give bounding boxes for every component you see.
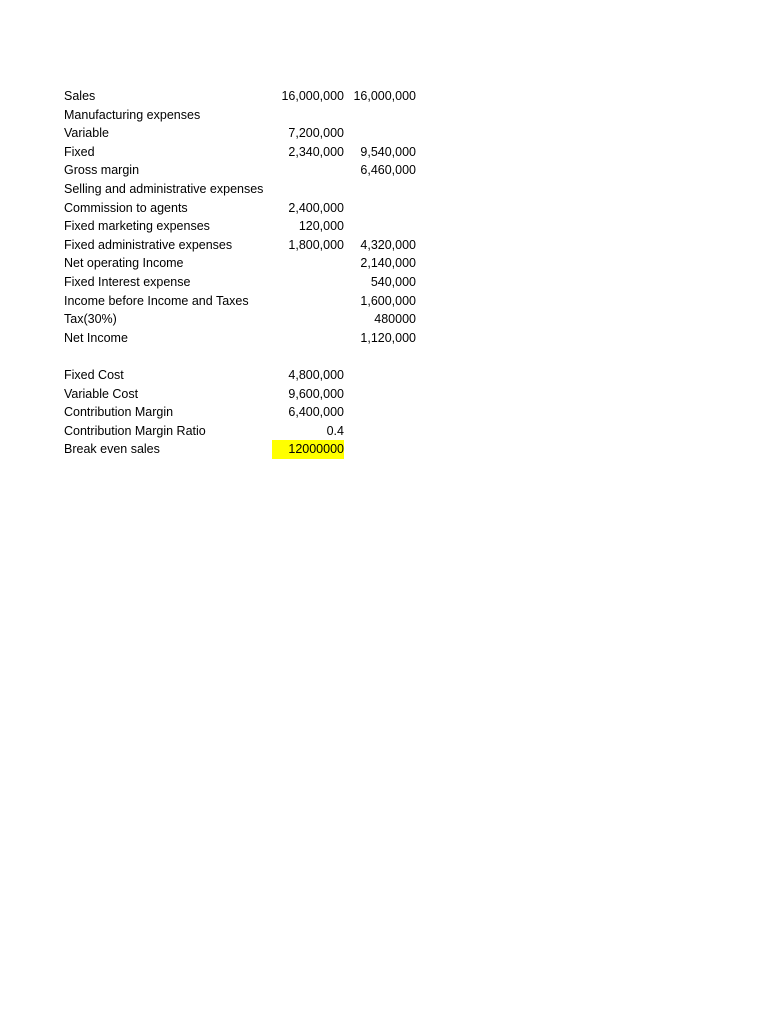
cell-total: 2,140,000 — [360, 256, 416, 271]
cell-value — [272, 106, 344, 125]
row-net-operating-income — [64, 254, 416, 273]
cell-value: 6,400,000 — [288, 405, 344, 420]
cell-value: 120,000 — [298, 219, 344, 234]
row-net-income — [64, 329, 416, 348]
cell-total: 9,540,000 — [360, 144, 416, 159]
row-gross-margin — [64, 161, 416, 180]
row-income-before-taxes — [64, 292, 416, 311]
highlighted-cell[interactable]: 12000000 — [272, 440, 344, 459]
cell-total — [344, 106, 416, 125]
cell-total — [344, 180, 416, 199]
row-label: Contribution Margin — [64, 405, 174, 420]
row-fixed — [64, 143, 416, 162]
blank-row — [64, 347, 416, 366]
cell-value: 0.4 — [326, 423, 344, 438]
cell-total — [344, 217, 416, 236]
cell-total: 16,000,000 — [353, 89, 416, 103]
cell-value: 16,000,000 — [281, 89, 344, 103]
row-label: Selling and administrative expenses — [64, 181, 264, 196]
row-label: Fixed administrative expenses — [64, 237, 233, 252]
row-fixed-admin-expenses — [64, 236, 416, 255]
cell-value — [272, 180, 344, 199]
row-label: Manufacturing expenses — [64, 107, 201, 122]
cell-value — [272, 161, 344, 180]
cell-total: 6,460,000 — [360, 163, 416, 178]
cell-value: 7,200,000 — [288, 126, 344, 141]
row-label: Contribution Margin Ratio — [64, 423, 206, 438]
row-fixed-interest-expense — [64, 273, 416, 292]
cell-value: 9,600,000 — [288, 386, 344, 401]
row-break-even-sales — [64, 440, 416, 459]
cell-total: 1,600,000 — [360, 293, 416, 308]
row-label: Gross margin — [64, 163, 140, 178]
cell-total — [344, 199, 416, 218]
cell-total — [344, 124, 416, 143]
row-label: Fixed Interest expense — [64, 274, 191, 289]
cell-value: 2,400,000 — [288, 200, 344, 215]
row-fixed-marketing-expenses — [64, 217, 416, 236]
row-label: Net operating Income — [64, 256, 184, 271]
row-contribution-margin — [64, 403, 416, 422]
spreadsheet — [64, 87, 416, 459]
row-label: Fixed — [64, 144, 95, 159]
cell-total: 1,120,000 — [360, 330, 416, 345]
row-label: Variable — [64, 126, 109, 141]
row-label: Variable Cost — [64, 386, 139, 401]
row-contribution-margin-ratio — [64, 422, 416, 441]
cell-total: 4,320,000 — [360, 237, 416, 252]
row-label: Income before Income and Taxes — [64, 293, 249, 308]
cell-total: 540,000 — [370, 274, 416, 289]
row-variable — [64, 124, 416, 143]
row-label: Fixed marketing expenses — [64, 219, 210, 234]
row-commission-to-agents — [64, 199, 416, 218]
row-label: Break even sales — [64, 442, 160, 457]
row-fixed-cost — [64, 366, 416, 385]
row-label: Fixed Cost — [64, 367, 124, 382]
cell-value: 2,340,000 — [288, 144, 344, 159]
row-label: Net Income — [64, 330, 128, 345]
cell-value: 4,800,000 — [288, 367, 344, 382]
cell-value — [272, 273, 344, 292]
row-tax — [64, 310, 416, 329]
row-label: Sales — [64, 89, 96, 103]
cell-value — [272, 292, 344, 311]
row-label: Commission to agents — [64, 200, 188, 215]
cell-value — [272, 329, 344, 348]
cell-value — [272, 254, 344, 273]
row-sales — [64, 87, 416, 106]
cell-value: 1,800,000 — [288, 237, 344, 252]
cell-value — [272, 310, 344, 329]
row-manufacturing-expenses — [64, 106, 416, 125]
row-label: Tax(30%) — [64, 312, 117, 327]
cell-total: 480000 — [374, 312, 416, 327]
row-selling-admin-expenses — [64, 180, 416, 199]
row-variable-cost — [64, 385, 416, 404]
